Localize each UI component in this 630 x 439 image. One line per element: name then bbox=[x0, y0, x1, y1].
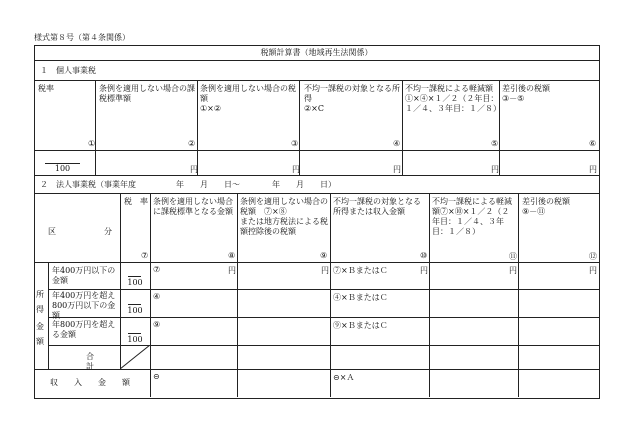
s2-income-label: 収 入 金 額 bbox=[50, 378, 130, 387]
s2-header-tax: 条例を適用しない場合の税額 ⑦×⑧ または地方税法による税額控除後の税額 bbox=[240, 197, 328, 236]
s1-yen-2: 円 bbox=[190, 165, 198, 174]
s2-marker-12: ⑫ bbox=[589, 252, 597, 261]
s1-vline-5 bbox=[499, 80, 500, 175]
s2-row1-yen-10: 円 bbox=[420, 266, 428, 275]
s1-vline-1 bbox=[95, 80, 96, 175]
s1-marker-2: ② bbox=[188, 139, 196, 148]
s2-row1-yen-9: 円 bbox=[321, 266, 329, 275]
s2-vline-income bbox=[429, 193, 430, 397]
s2-row1-fraction-bar bbox=[128, 276, 141, 277]
s2-vline-kubun bbox=[120, 193, 121, 369]
s2-vline-reduction bbox=[518, 193, 519, 397]
s2-marker-7: ⑦ bbox=[141, 251, 149, 260]
s2-vline-base bbox=[237, 193, 238, 397]
s1-header-reduction: 不均一課税による軽減額 ①×④×１／２（２年目：１／４、３年目：１／８） bbox=[405, 84, 501, 113]
s2-row3-fraction-bar bbox=[128, 333, 141, 334]
s2-row2-label: 年400万円を超え800万円以下の金額 bbox=[52, 291, 116, 320]
section2-heading: ２ 法人事業税（事業年度 年 月 日～ 年 月 日） bbox=[40, 180, 336, 189]
s2-income-mark2: ⊝×Ａ bbox=[333, 373, 355, 382]
s2-row3-mark: ⑨ bbox=[153, 320, 161, 329]
s2-row2-mark: ④ bbox=[153, 292, 161, 301]
s2-marker-9: ⑨ bbox=[320, 251, 328, 260]
form-label: 様式第８号（第４条関係） bbox=[34, 33, 130, 42]
s2-header-income: 不均一課税の対象となる所得または収入金額 bbox=[333, 197, 421, 216]
s1-rate-denominator: 100 bbox=[54, 164, 71, 173]
s1-header-tax: 条例を適用しない場合の税額 ①×② bbox=[200, 84, 296, 113]
s1-vline-4 bbox=[402, 80, 403, 175]
s1-header-income: 不均一課税の対象となる所得 ②×C bbox=[304, 84, 400, 113]
s2-header-divider bbox=[34, 262, 599, 263]
s2-marker-11: ⑪ bbox=[509, 252, 517, 261]
s1-bottom-line bbox=[34, 175, 599, 176]
s1-header-divider bbox=[34, 150, 599, 151]
s1-yen-4: 円 bbox=[393, 165, 401, 174]
s2-row2-mark2: ④×ＢまたはＣ bbox=[333, 293, 388, 302]
s2-marker-8: ⑧ bbox=[228, 251, 236, 260]
s1-yen-3: 円 bbox=[292, 165, 300, 174]
s2-row1-label: 年400万円以下の金額 bbox=[52, 266, 116, 285]
s2-side-label-4: 額 bbox=[36, 337, 44, 346]
s2-side-label-3: 金 bbox=[36, 322, 44, 331]
section1-top-line bbox=[34, 80, 599, 81]
s2-header-reduction: 不均一課税による軽減額⑦×⑩×１／２（２年目：１／４、３年目：１／８） bbox=[432, 197, 512, 236]
s1-marker-5: ⑤ bbox=[491, 139, 499, 148]
s2-header-rate: 税 率 bbox=[124, 197, 148, 206]
s2-row1-yen-8: 円 bbox=[228, 266, 236, 275]
s1-header-rate: 税率 bbox=[38, 84, 54, 93]
s1-header-net: 差引後の税額 ③－⑤ bbox=[502, 84, 550, 103]
s2-side-label-1: 所 bbox=[36, 290, 44, 299]
s2-row1-mark2: ⑦×ＢまたはＣ bbox=[333, 266, 388, 275]
s2-header-base: 条例を適用しない場合に課税標準となる金額 bbox=[153, 197, 233, 216]
s2-income-mark: ⊝ bbox=[153, 372, 160, 381]
s2-row1-yen-11: 円 bbox=[509, 266, 517, 275]
s1-marker-1: ① bbox=[88, 139, 96, 148]
s2-header-kubun: 区 分 bbox=[48, 227, 112, 236]
s1-yen-6: 円 bbox=[589, 165, 597, 174]
s2-row3-label: 年800万円を超える金額 bbox=[52, 320, 116, 339]
s1-vline-2 bbox=[197, 80, 198, 175]
s2-vline-side bbox=[48, 262, 49, 369]
s2-row1-rate-denominator: 100 bbox=[127, 278, 143, 287]
s2-side-label-2: 得 bbox=[36, 305, 44, 314]
s2-header-net: 差引後の税額 ⑨－⑪ bbox=[522, 197, 570, 216]
s1-marker-4: ④ bbox=[393, 139, 401, 148]
s2-row3-rate-denominator: 100 bbox=[127, 335, 143, 344]
s1-vline-3 bbox=[299, 80, 300, 175]
s2-total-bottom bbox=[34, 369, 599, 370]
s2-vline-rate bbox=[150, 193, 151, 397]
s1-marker-3: ③ bbox=[291, 139, 299, 148]
s2-row1-yen-12: 円 bbox=[589, 266, 597, 275]
s1-header-base: 条例を適用しない場合の課税標準額 bbox=[99, 84, 195, 103]
s2-total-rate-diagonal bbox=[120, 345, 150, 369]
form-title: 税額計算書（地域再生法関係） bbox=[260, 48, 373, 57]
section1-heading: １ 個人事業税 bbox=[40, 66, 96, 75]
title-divider bbox=[34, 60, 599, 61]
s2-vline-tax bbox=[330, 193, 331, 397]
s1-yen-5: 円 bbox=[491, 165, 499, 174]
s2-row2-fraction-bar bbox=[128, 304, 141, 305]
s2-marker-10: ⑩ bbox=[420, 251, 428, 260]
s2-row1-mark: ⑦ bbox=[153, 265, 161, 274]
s2-row3-mark2: ⑨×ＢまたはＣ bbox=[333, 321, 388, 330]
s2-row2-bottom bbox=[48, 317, 599, 318]
s2-total-label: 合 計 bbox=[86, 352, 142, 371]
s1-marker-6: ⑥ bbox=[589, 139, 597, 148]
s2-row2-rate-denominator: 100 bbox=[127, 306, 143, 315]
section2-top-line bbox=[34, 193, 599, 194]
s2-row1-bottom bbox=[48, 289, 599, 290]
